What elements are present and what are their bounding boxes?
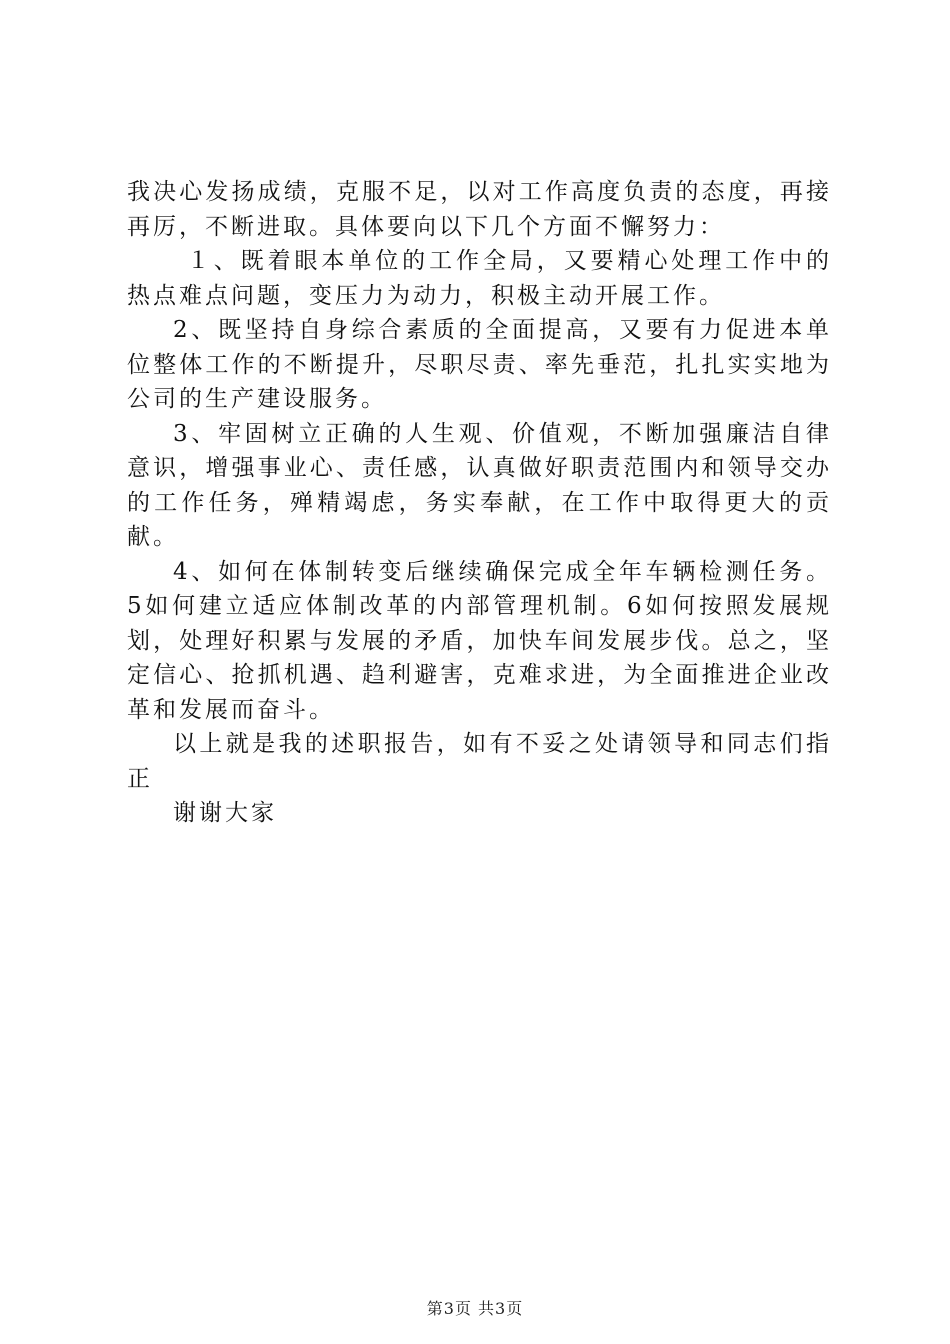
paragraph-item-2: 2、既坚持自身综合素质的全面提高，又要有力促进本单位整体工作的不断提升，尽职尽责、率先垂范，扎扎实实地为公司的生产建设服务。: [127, 317, 832, 412]
paragraph-item-1: １、既着眼本单位的工作全局，又要精心处理工作中的热点难点问题，变压力为动力，积极主动开展工作。: [127, 248, 832, 309]
paragraph-item-3: 3、牢固树立正确的人生观、价值观，不断加强廉洁自律意识，增强事业心、责任感，认真做好职责范围内和领导交办的工作任务，殚精竭虑，务实奉献，在工作中取得更大的贡献。: [127, 420, 832, 550]
paragraph-item-4: 4、如何在体制转变后继续确保完成全年车辆检测任务。5如何建立适应体制改革的内部管理机制。6如何按照发展规划，处理好积累与发展的矛盾，加快车间发展步伐。总之，坚定信心、抢抓机遇、趋利避害，克难求进，为全面推进企业改革和发展而奋斗。: [127, 558, 832, 723]
document-body: [127, 175, 832, 831]
paragraph-intro: 我决心发扬成绩，克服不足，以对工作高度负责的态度，再接再厉，不断进取。具体要向以下几个方面不懈努力：: [127, 179, 832, 240]
paragraph-closing: 以上就是我的述职报告，如有不妥之处请领导和同志们指正: [127, 731, 832, 792]
page-number: 第3页 共3页: [426, 1299, 524, 1318]
paragraph-thanks: 谢谢大家: [173, 800, 277, 826]
